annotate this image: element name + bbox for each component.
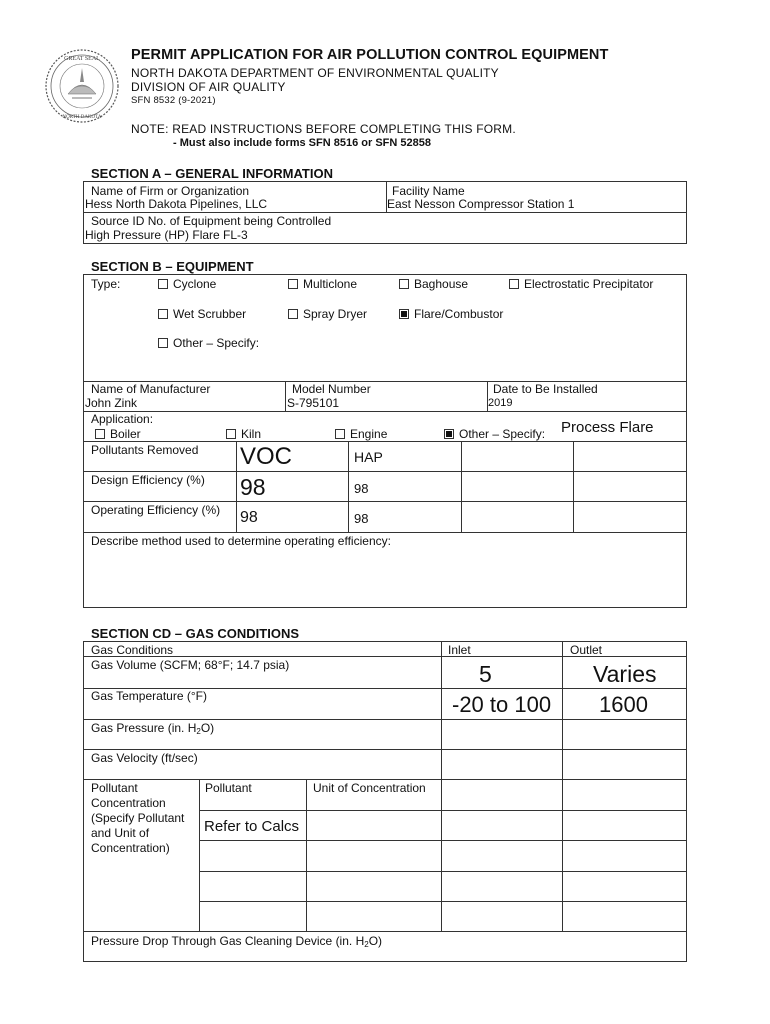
checkbox-icon [335,429,345,439]
section-b-title: SECTION B – EQUIPMENT [91,259,254,274]
install-date-label: Date to Be Installed [493,382,598,396]
checkbox-icon [399,279,409,289]
gas-temperature-label: Gas Temperature (°F) [91,689,207,703]
inlet-header: Inlet [448,643,471,657]
pressure-drop-label: Pressure Drop Through Gas Cleaning Device (in. $H_2O$) [91,934,383,949]
design-efficiency-label: Design Efficiency (%) [91,473,205,487]
type-multiclone-checkbox[interactable]: Multiclone [288,277,357,291]
checkbox-icon [158,309,168,319]
pollutant-1-field[interactable]: VOC [240,443,293,470]
type-baghouse-checkbox[interactable]: Baghouse [399,277,468,291]
model-number-field[interactable]: S-795101 [287,396,340,410]
pollutant-concentration-field[interactable]: Refer to Calcs [204,818,300,835]
gas-pressure-outlet-field[interactable] [563,720,685,749]
type-cyclone-checkbox[interactable]: Cyclone [158,277,216,291]
checkbox-icon [95,429,105,439]
source-id-label: Source ID No. of Equipment being Controlled [91,214,332,228]
firm-name-field[interactable]: Hess North Dakota Pipelines, LLC [85,197,268,211]
form-id: SFN 8532 (9-2021) [131,95,216,106]
checkbox-icon [158,279,168,289]
model-number-label: Model Number [292,382,371,396]
instructions-note: NOTE: READ INSTRUCTIONS BEFORE COMPLETING THIS FORM. [131,122,516,136]
required-forms-note: - Must also include forms SFN 8516 or SFN 52858 [173,137,431,149]
checkbox-icon [226,429,236,439]
efficiency-method-label: Describe method used to determine operating efficiency: [91,534,391,548]
design-efficiency-1-field[interactable]: 98 [240,474,266,500]
gas-pressure-inlet-field[interactable] [442,720,562,749]
application-other-checkbox[interactable]: Other – Specify: [444,427,545,441]
application-boiler-checkbox[interactable]: Boiler [95,427,141,441]
operating-efficiency-label: Operating Efficiency (%) [91,503,221,517]
pollutants-removed-label: Pollutants Removed [91,443,199,457]
unit-of-concentration-header: Unit of Concentration [313,781,426,795]
department-name: NORTH DAKOTA DEPARTMENT OF ENVIRONMENTAL QUALITY [131,66,499,80]
gas-volume-outlet-field[interactable]: Varies [593,661,657,687]
svg-text:GREAT SEAL: GREAT SEAL [64,56,100,62]
outlet-header: Outlet [570,643,603,657]
pollutant-2-field[interactable]: HAP [354,449,383,465]
form-title: PERMIT APPLICATION FOR AIR POLLUTION CONTROL EQUIPMENT [131,47,609,63]
facility-name-field[interactable]: East Nesson Compressor Station 1 [387,197,575,211]
design-efficiency-2-field[interactable]: 98 [354,481,369,496]
gas-velocity-inlet-field[interactable] [442,750,562,779]
checked-checkbox-icon [399,309,409,319]
gas-temperature-inlet-field[interactable]: -20 to 100 [452,692,552,717]
section-a-title: SECTION A – GENERAL INFORMATION [91,166,333,181]
type-spray-dryer-checkbox[interactable]: Spray Dryer [288,307,367,321]
checkbox-icon [158,338,168,348]
type-wet-scrubber-checkbox[interactable]: Wet Scrubber [158,307,246,321]
checkbox-icon [509,279,519,289]
section-b-table [83,274,687,608]
source-id-field[interactable]: High Pressure (HP) Flare FL-3 [85,228,248,242]
type-flare-combustor-checkbox[interactable]: Flare/Combustor [399,307,503,321]
gas-pressure-label: Gas Pressure (in. $H_2O$) [91,721,215,736]
operating-efficiency-1-field[interactable]: 98 [240,509,258,526]
svg-text:NORTH DAKOTA: NORTH DAKOTA [62,115,102,120]
manufacturer-field[interactable]: John Zink [85,396,138,410]
application-engine-checkbox[interactable]: Engine [335,427,387,441]
gas-conditions-header: Gas Conditions [91,643,174,657]
checked-checkbox-icon [444,429,454,439]
gas-volume-label: Gas Volume (SCFM; 68°F; 14.7 psia) [91,658,290,672]
facility-name-label: Facility Name [392,184,465,198]
division-name: DIVISION OF AIR QUALITY [131,80,286,94]
application-label: Application: [91,412,154,426]
type-label: Type: [91,277,121,291]
gas-velocity-label: Gas Velocity (ft/sec) [91,751,198,765]
gas-volume-inlet-field[interactable]: 5 [479,661,492,687]
manufacturer-label: Name of Manufacturer [91,382,211,396]
application-kiln-checkbox[interactable]: Kiln [226,427,261,441]
efficiency-method-textarea[interactable] [88,551,682,603]
section-a-table [83,181,687,244]
type-esp-checkbox[interactable]: Electrostatic Precipitator [509,277,653,291]
pollutant-column-header: Pollutant [205,781,252,795]
operating-efficiency-2-field[interactable]: 98 [354,511,369,526]
firm-name-label: Name of Firm or Organization [91,184,250,198]
gas-temperature-outlet-field[interactable]: 1600 [599,692,648,717]
section-cd-title: SECTION CD – GAS CONDITIONS [91,626,300,641]
install-date-field[interactable]: 2019 [488,397,513,409]
checkbox-icon [288,279,298,289]
section-cd-table [83,641,687,962]
gas-velocity-outlet-field[interactable] [563,750,685,779]
checkbox-icon [288,309,298,319]
pollutant-concentration-label: Pollutant Concentration (Specify Pollutant and Unit of Concentration) [91,781,185,855]
state-seal-logo [44,48,120,124]
application-other-field[interactable]: Process Flare [561,419,654,436]
type-other-checkbox[interactable]: Other – Specify: [158,336,259,350]
